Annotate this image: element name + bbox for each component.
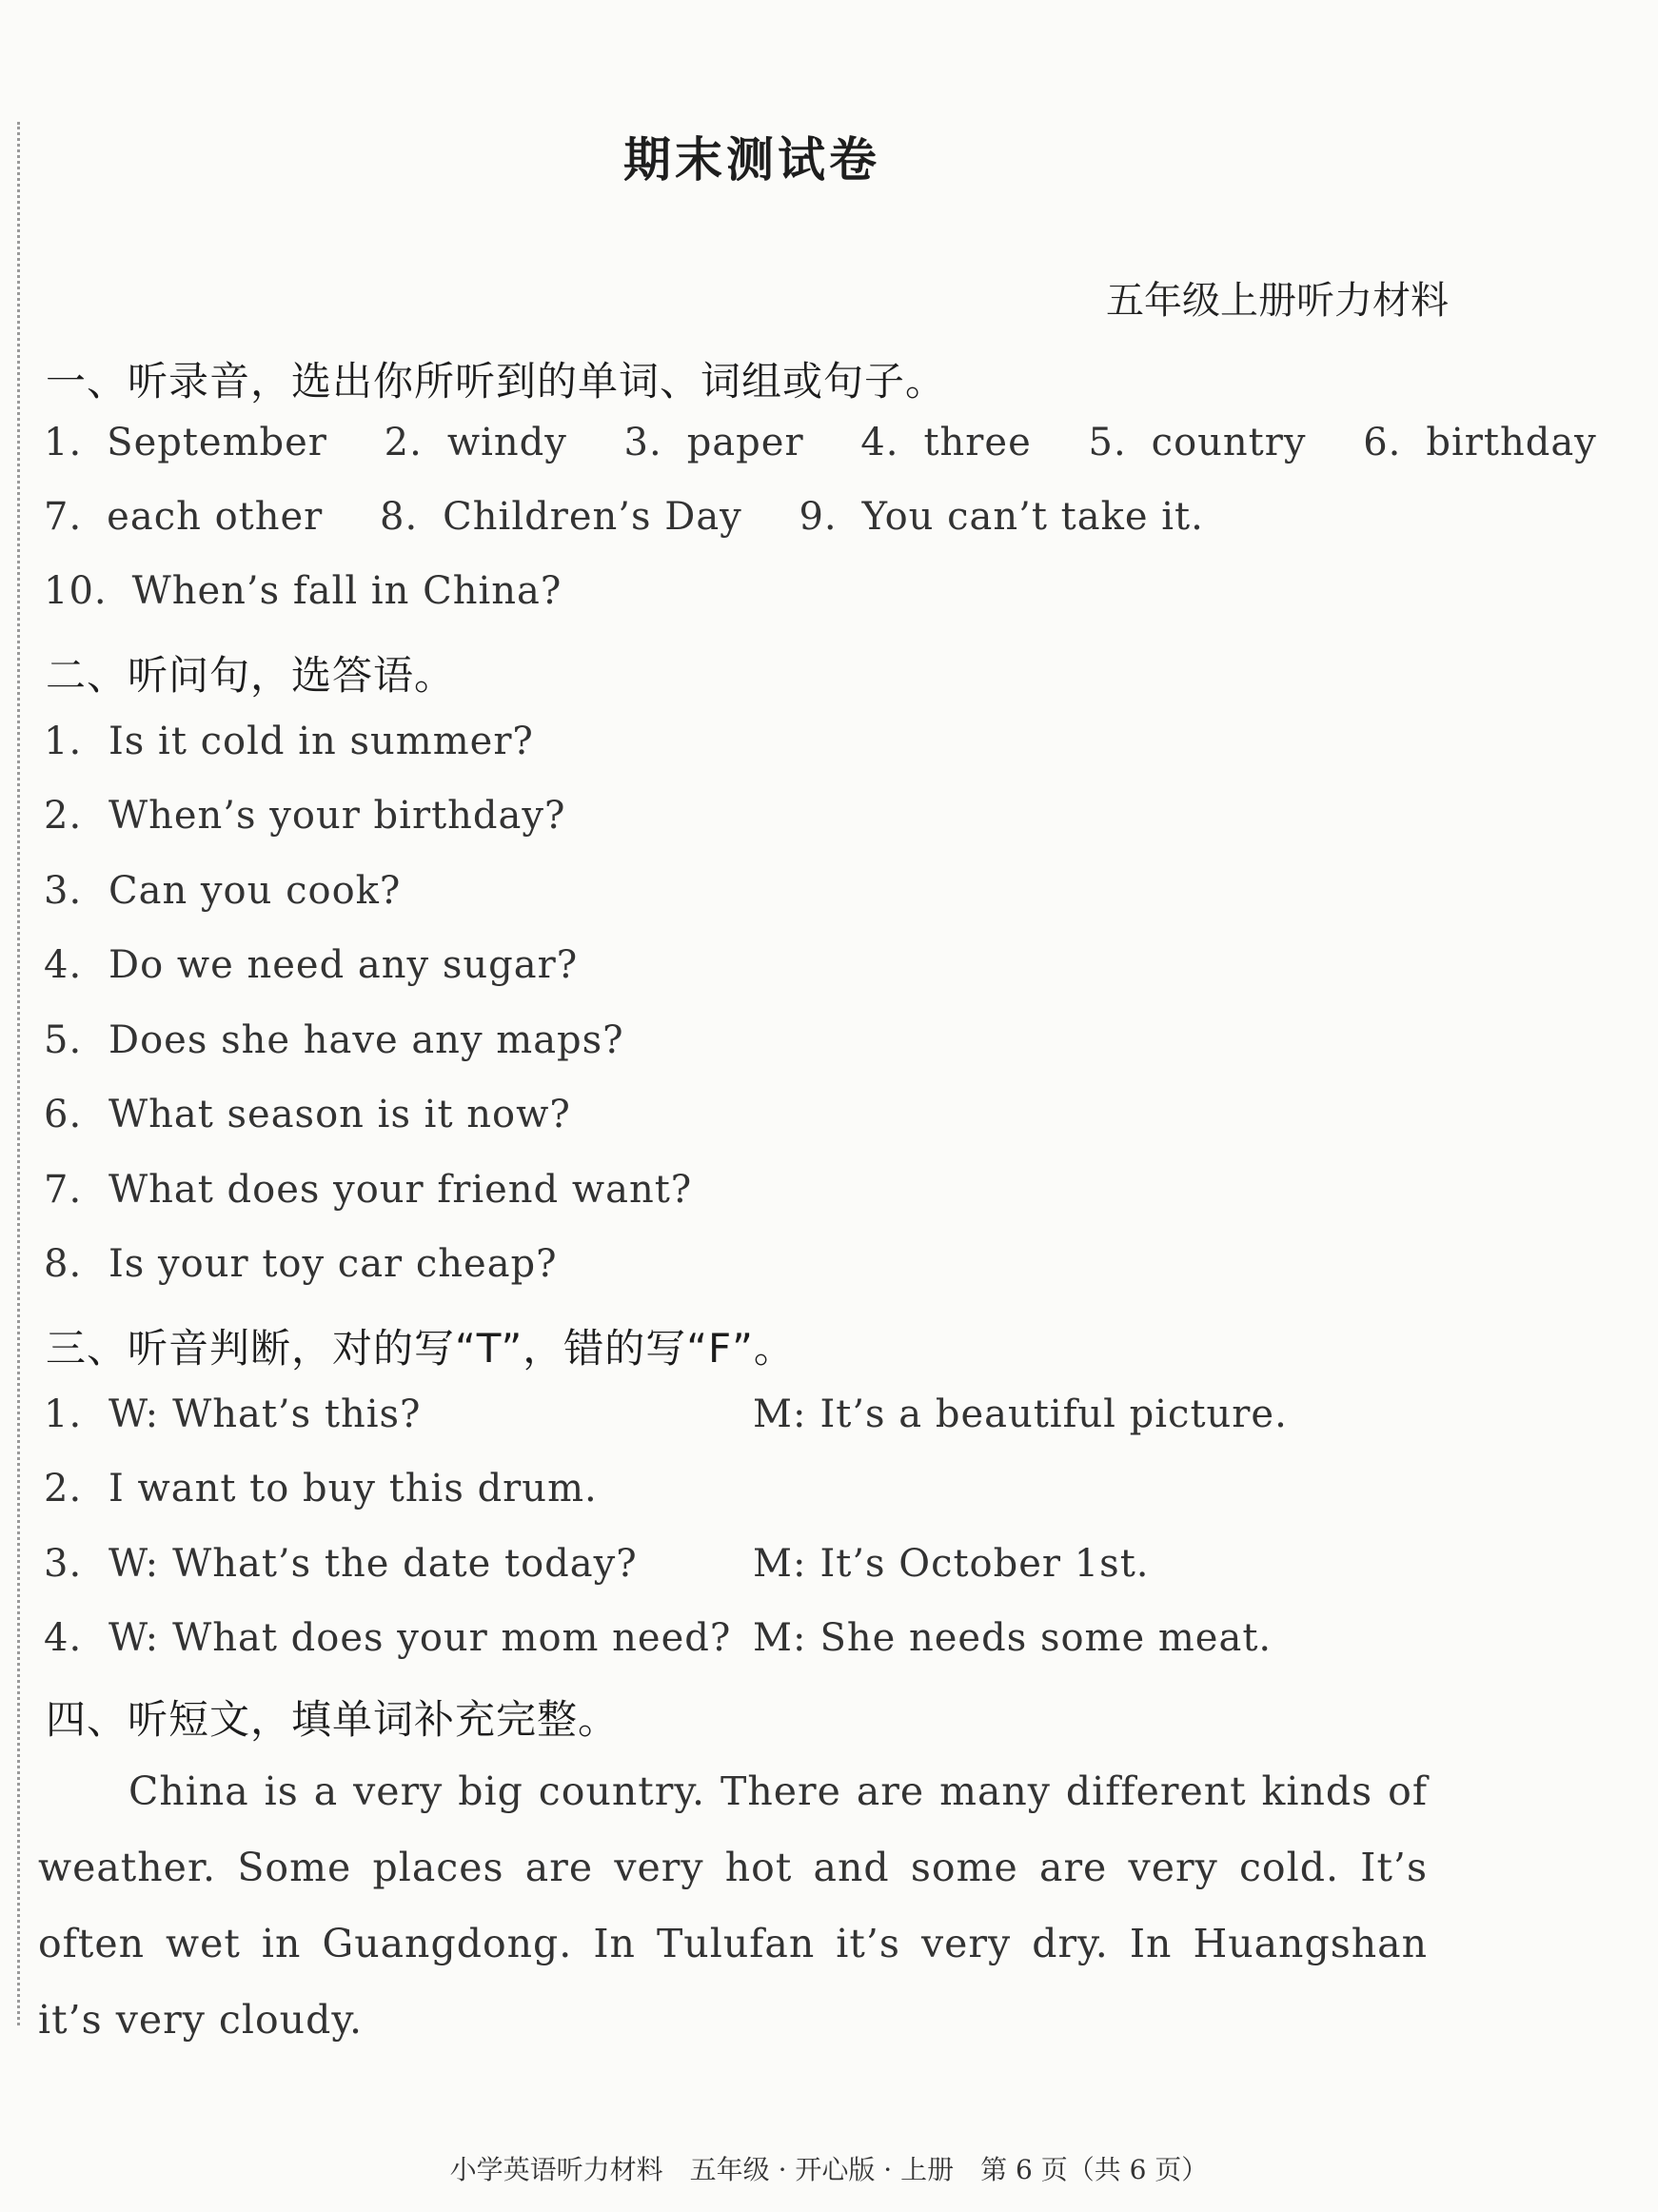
question-line: 3. Can you cook? [44,869,402,913]
section-1-row-2 [44,495,1248,539]
page-subtitle: 五年级上册听力材料 [1106,279,1449,323]
dialog-line: 2. I want to buy this drum. [44,1467,598,1511]
dialog-line: 1. W: What’s this? M: It’s a beautiful picture. [44,1392,1288,1436]
section-2-heading: 二、听问句，选答语。 [46,652,456,699]
question-line: 5. Does she have any maps? [44,1018,624,1062]
list-item: 9. You can’t take it. [799,495,1204,539]
page-title: 期末测试卷 [623,132,880,188]
dialog-line: 4. W: What does your mom need? M: She needs some meat. [44,1616,1273,1660]
list-item: 3. paper [623,421,804,464]
list-item: 1. September [44,421,327,464]
question-line: 4. Do we need any sugar? [44,943,579,987]
list-item: 5. country [1088,421,1307,464]
list-item: 4. three [860,421,1032,464]
section-1-heading: 一、听录音，选出你所听到的单词、词组或句子。 [46,358,947,405]
passage: China is a very big country. There are many different kinds of weather. Some places are very hot and some are very cold. It’s often wet in Guangdong. In Tulufan it’s very dry. In Huangshan it’s very cloudy. [38,1768,1428,2043]
question-line: 7. What does your friend want? [44,1168,693,1212]
section-3-heading: 三、听音判断，对的写“T”，错的写“F”。 [46,1325,795,1372]
list-item: 8. Children’s Day [380,495,742,539]
section-4-heading: 四、听短文，填单词补充完整。 [46,1696,620,1743]
list-item: 6. birthday [1363,421,1597,464]
list-item: 2. windy [384,421,567,464]
dialog-line: 3. W: What’s the date today? M: It’s October 1st. [44,1542,1150,1586]
question-line: 2. When’s your birthday? [44,794,566,838]
page-footer: 小学英语听力材料 五年级 · 开心版 · 上册 第 6 页（共 6 页） [449,2154,1209,2185]
question-line: 8. Is your toy car cheap? [44,1242,558,1286]
section-1-row-3 [44,569,605,613]
dotted-cut-line [17,122,20,2025]
section-1-row-1 [44,421,1641,464]
list-item: 7. each other [44,495,324,539]
question-line: 1. Is it cold in summer? [44,720,534,763]
question-line: 6. What season is it now? [44,1093,571,1136]
list-item: 10. When’s fall in China? [44,569,563,613]
